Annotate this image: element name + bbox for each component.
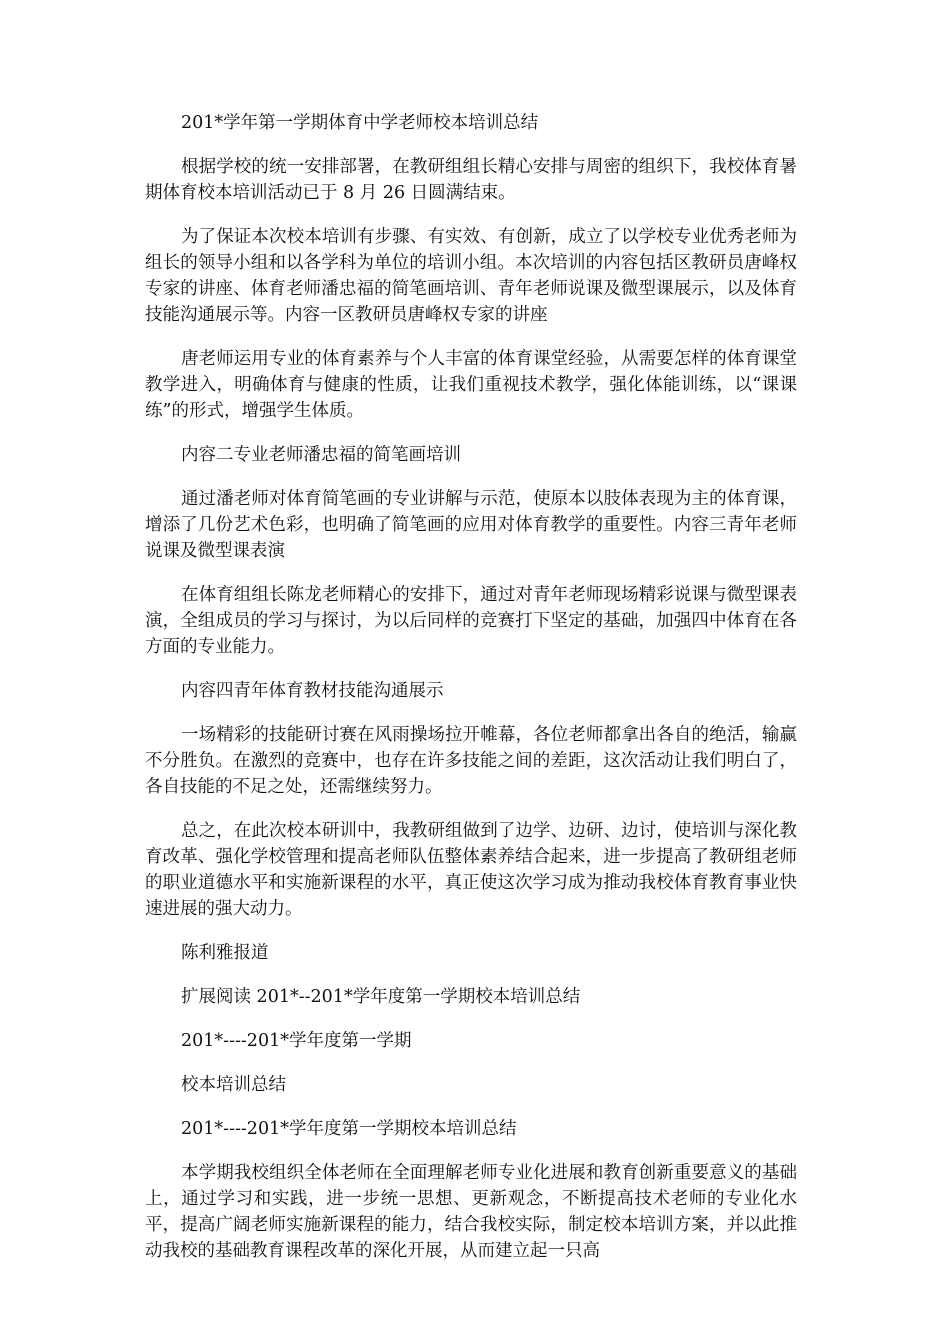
paragraph-intro: 根据学校的统一安排部署，在教研组组长精心安排与周密的组织下，我校体育暑期体育校本培训活动已于 8 月 26 日圆满结束。 bbox=[145, 157, 797, 203]
paragraph-skill-contest: 一场精彩的技能研讨赛在风雨操场拉开帷幕，各位老师都拿出各自的绝活，输赢不分胜负。在激烈的竞赛中，也存在许多技能之间的差距，这次活动让我们明白了，各自技能的不足之处，还需继续努力。 bbox=[145, 725, 797, 797]
summary-full-title: 201*----201*学年度第一学期校本培训总结 bbox=[181, 1119, 517, 1139]
paragraph-organization: 为了保证本次校本培训有步骤、有实效、有创新，成立了以学校专业优秀老师为组长的领导小组和以各学科为单位的培训小组。本次培训的内容包括区教研员唐峰权专家的讲座、体育老师潘忠福的简笔画培训、青年老师说课及微型课展示，以及体育技能沟通展示等。内容一区教研员唐峰权专家的讲座 bbox=[145, 227, 797, 325]
extended-reading-title: 扩展阅读 201*--201*学年度第一学期校本培训总结 bbox=[181, 987, 581, 1007]
reporter-line: 陈利雅报道 bbox=[181, 943, 269, 963]
section-heading-4: 内容四青年体育教材技能沟通展示 bbox=[181, 681, 444, 701]
paragraph-semester-summary: 本学期我校组织全体老师在全面理解老师专业化进展和教育创新重要意义的基础上，通过学习和实践，进一步统一思想、更新观念，不断提高技术老师的专业化水平，提高广阔老师实施新课程的能力，结合我校实际，制定校本培训方案，并以此推动我校的基础教育课程改革的深化开展，从而建立起一只高 bbox=[145, 1163, 797, 1261]
section-heading-2: 内容二专业老师潘忠福的简笔画培训 bbox=[181, 445, 461, 465]
paragraph-conclusion: 总之，在此次校本研训中，我教研组做到了边学、边研、边讨，使培训与深化教育改革、强化学校管理和提高老师队伍整体素养结合起来，进一步提高了教研组老师的职业道德水平和实施新课程的水平，真正使这次学习成为推动我校体育教育事业快速进展的强大动力。 bbox=[145, 821, 797, 919]
paragraph-micro-lesson: 在体育组组长陈龙老师精心的安排下，通过对青年老师现场精彩说课与微型课表演，全组成员的学习与探讨，为以后同样的竞赛打下坚定的基础，加强四中体育在各方面的专业能力。 bbox=[145, 585, 797, 657]
summary-heading: 校本培训总结 bbox=[181, 1075, 286, 1095]
document-body bbox=[145, 110, 797, 1282]
semester-line: 201*----201*学年度第一学期 bbox=[181, 1031, 412, 1051]
document-title: 201*学年第一学期体育中学老师校本培训总结 bbox=[181, 113, 539, 133]
paragraph-sketch-training: 通过潘老师对体育简笔画的专业讲解与示范，使原本以肢体表现为主的体育课，增添了几份艺术色彩，也明确了简笔画的应用对体育教学的重要性。内容三青年老师说课及微型课表演 bbox=[145, 489, 797, 561]
paragraph-lecture: 唐老师运用专业的体育素养与个人丰富的体育课堂经验，从需要怎样的体育课堂教学进入，明确体育与健康的性质，让我们重视技术教学，强化体能训练，以“课课练”的形式，增强学生体质。 bbox=[145, 349, 797, 421]
